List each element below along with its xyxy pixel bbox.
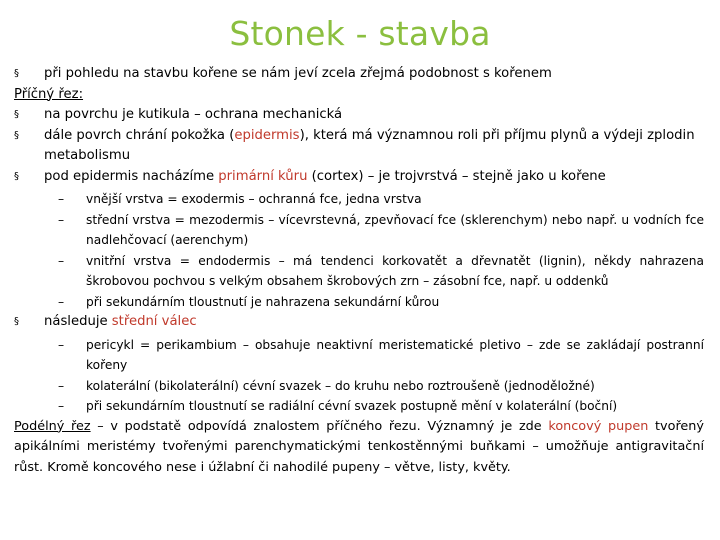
sub-radial-bundle	[14, 396, 704, 417]
bullet-marker: §	[14, 109, 19, 120]
dash-marker: –	[58, 192, 65, 206]
bullet-intro	[14, 64, 704, 85]
paragraph-text: tvořený apikálními meristémy tvořenými parenchymatickými tenkostěnnými buňkami – umožňuje antigravitační růst. Kromě koncového nese i úžlabní či nahodilé pupeny – větve, listy, květy.	[14, 418, 704, 475]
bullet-cortex	[14, 167, 704, 188]
highlight-primary-cortex: primární kůru	[218, 168, 308, 184]
sub-inner-layer	[14, 251, 704, 292]
bullet-text: následuje	[44, 314, 112, 329]
bullet-marker: §	[14, 68, 19, 79]
slide-title: Stonek - stavba	[229, 14, 491, 53]
highlight-terminal-bud: koncový pupen	[548, 418, 649, 434]
sub-collateral-bundle	[14, 376, 704, 397]
bullet-marker: §	[14, 129, 19, 141]
sub-outer-layer	[14, 189, 704, 210]
bullet-text: (cortex) – je trojvrstvá – stejně jako u kořene	[307, 168, 606, 184]
cross-section-heading: Příčný řez:	[14, 86, 84, 102]
highlight-epidermis: epidermis	[234, 127, 300, 143]
sub-text: vnitřní vrstva = endodermis – má tendenci korkovatět a dřevnatět (lignin), někdy nahrazena škrobovou pochvou s velkým obsahem škrobových zrn – zásobní fce, např. u oddenků	[86, 253, 704, 288]
sub-text: střední vrstva = mezodermis – vícevrstevná, zpevňovací fce (sklerenchym) nebo např. u vodních fce nadlehčovací (aerenchym)	[86, 212, 704, 247]
dash-marker: –	[58, 294, 65, 309]
bullet-epidermis	[14, 126, 704, 167]
highlight-central-cylinder: střední válec	[111, 314, 197, 329]
bullet-marker: §	[14, 170, 19, 182]
dash-marker: –	[58, 378, 65, 393]
sub-secondary-cortex	[14, 292, 704, 313]
slide-body	[14, 64, 704, 478]
sub-text: kolaterální (bikolaterální) cévní svazek – do kruhu nebo roztroušeně (jednoděložné)	[86, 378, 595, 393]
paragraph-text: – v podstatě odpovídá znalostem příčného řezu. Významný je zde	[90, 418, 549, 434]
longitudinal-section-heading: Podélný řez	[14, 418, 91, 434]
dash-marker: –	[58, 337, 65, 352]
sub-text: při sekundárním tloustnutí se radiální cévní svazek postupně mění v kolaterální (boční)	[86, 399, 618, 413]
bullet-marker: §	[14, 316, 19, 327]
sub-text: pericykl = perikambium – obsahuje neaktivní meristematické pletivo – zde se zakládají postranní kořeny	[86, 337, 704, 372]
sub-text: vnější vrstva = exodermis – ochranná fce, jedna vrstva	[86, 192, 422, 206]
bullet-text: na povrchu je kutikula – ochrana mechanická	[44, 107, 343, 122]
dash-marker: –	[58, 399, 65, 413]
dash-marker: –	[58, 253, 65, 268]
bullet-text: dále povrch chrání pokožka (	[44, 127, 235, 143]
cross-section-heading-line	[14, 85, 704, 106]
longitudinal-section-paragraph	[14, 417, 704, 479]
bullet-text: ), která má významnou roli při příjmu plynů a výdeji zplodin metabolismu	[44, 127, 695, 163]
dash-marker: –	[58, 212, 65, 227]
sub-pericycle	[14, 335, 704, 376]
bullet-central-cylinder	[14, 312, 704, 333]
bullet-text: pod epidermis nacházíme	[44, 168, 219, 184]
sub-text: při sekundárním tloustnutí je nahrazena sekundární kůrou	[86, 294, 440, 309]
bullet-cuticle	[14, 105, 704, 126]
bullet-text: při pohledu na stavbu kořene se nám jeví zcela zřejmá podobnost s kořenem	[44, 66, 552, 81]
sub-middle-layer	[14, 210, 704, 251]
